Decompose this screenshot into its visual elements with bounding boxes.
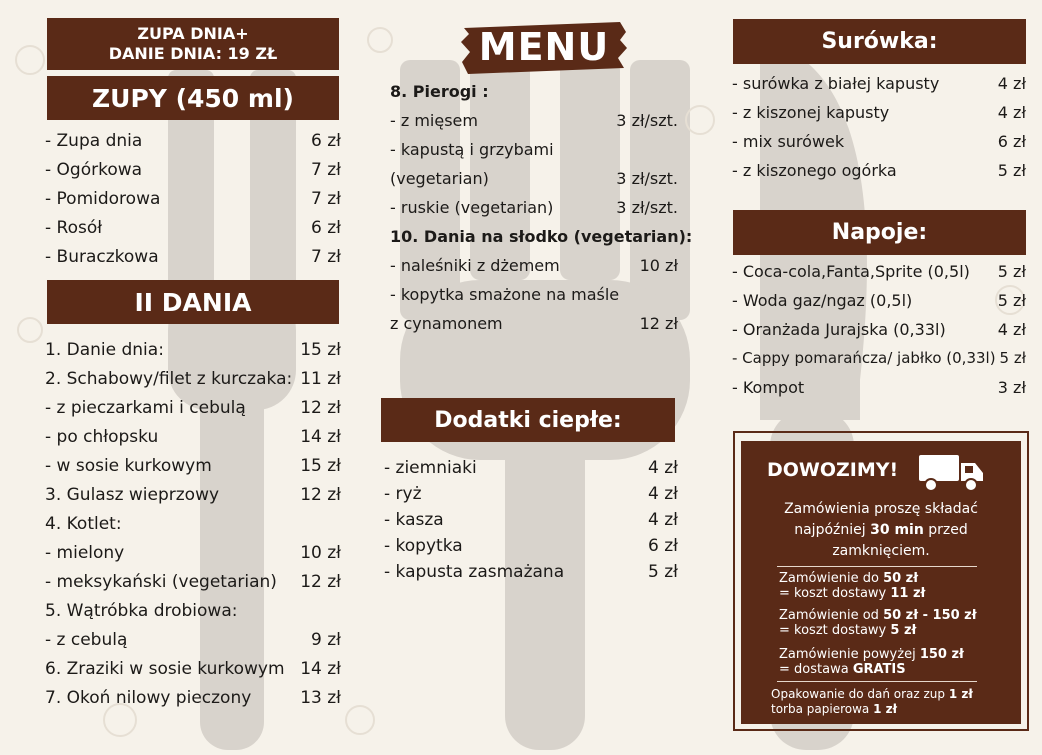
- packaging-text: torba papierowa: [771, 702, 874, 716]
- menu-title-text: MENU: [478, 25, 610, 69]
- item-name: 5. Wątróbka drobiowa:: [45, 601, 238, 621]
- item-price: 10 zł: [639, 256, 678, 275]
- item-name: - z pieczarkami i cebulą: [45, 398, 246, 418]
- tier-cost: 11 zł: [890, 586, 926, 601]
- item-price: 5 zł: [648, 562, 678, 582]
- item-price: 4 zł: [997, 74, 1026, 93]
- item-name: - z kiszonej kapusty: [732, 103, 890, 122]
- sides-list: [384, 458, 678, 588]
- list-item: [384, 562, 678, 588]
- drinks-banner: Napoje:: [733, 210, 1026, 255]
- list-item: [45, 398, 341, 427]
- soups-list: [45, 131, 341, 276]
- item-price: 5 zł: [997, 291, 1026, 310]
- packaging-price: 1 zł: [948, 687, 973, 701]
- item-name: - surówka z białej kapusty: [732, 74, 940, 93]
- list-item: [732, 103, 1026, 132]
- item-name: - Cappy pomarańcza/ jabłko (0,33l): [732, 349, 996, 367]
- tier-cost: GRATIS: [852, 662, 906, 677]
- tier-amount: 50 zł: [883, 571, 919, 586]
- list-item: [732, 262, 1026, 291]
- item-price: 4 zł: [648, 510, 678, 530]
- intro-text: przed: [923, 522, 968, 538]
- item-name: - Buraczkowa: [45, 247, 159, 267]
- item-price: 9 zł: [311, 630, 341, 650]
- soups-banner: ZUPY (450 ml): [47, 76, 339, 120]
- item-name: 8. Pierogi :: [390, 82, 489, 101]
- delivery-tier-1: [779, 571, 925, 601]
- truck-icon: [917, 449, 987, 495]
- list-item: [390, 111, 678, 140]
- item-name: - Woda gaz/ngaz (0,5l): [732, 291, 913, 310]
- item-name: - kapusta zasmażana: [384, 562, 565, 582]
- item-price: 3 zł/szt.: [616, 198, 678, 217]
- list-item: [45, 427, 341, 456]
- list-item: [384, 484, 678, 510]
- item-price: 15 zł: [300, 340, 341, 360]
- item-name: - ruskie (vegetarian): [390, 198, 554, 217]
- list-item: [45, 543, 341, 572]
- item-price: 6 zł: [311, 218, 341, 238]
- list-item: [390, 82, 678, 111]
- delivery-box: [741, 441, 1021, 724]
- list-item: [390, 169, 678, 198]
- item-price: 3 zł: [997, 378, 1026, 397]
- list-item: [45, 456, 341, 485]
- item-price: 7 zł: [311, 247, 341, 267]
- list-item: [45, 131, 341, 160]
- tier-text: = koszt dostawy: [779, 623, 891, 638]
- item-price: 6 zł: [997, 132, 1026, 151]
- item-price: 5 zł: [999, 349, 1026, 367]
- daily-special-banner: [47, 18, 339, 70]
- item-price: 4 zł: [648, 484, 678, 504]
- list-item: [390, 285, 678, 314]
- item-name: - Rosół: [45, 218, 103, 238]
- packaging-note: [771, 687, 973, 717]
- list-item: [45, 659, 341, 688]
- packaging-price: 1 zł: [873, 702, 898, 716]
- item-name: 1. Danie dnia:: [45, 340, 164, 360]
- item-price: 4 zł: [648, 458, 678, 478]
- list-item: [732, 74, 1026, 103]
- delivery-tier-2: [779, 608, 977, 638]
- item-name: - kopytka smażone na maśle: [390, 285, 620, 304]
- list-item: [45, 160, 341, 189]
- item-price: 6 zł: [311, 131, 341, 151]
- delivery-intro-line2: [751, 520, 1011, 541]
- tier-text: Zamówienie do: [779, 571, 884, 586]
- item-name: z cynamonem: [390, 314, 503, 333]
- list-item: [45, 218, 341, 247]
- item-price: 13 zł: [300, 688, 341, 708]
- item-price: 12 zł: [300, 572, 341, 592]
- list-item: [45, 630, 341, 659]
- list-item: [732, 378, 1026, 407]
- tier-text: = koszt dostawy: [779, 586, 891, 601]
- list-item: [384, 510, 678, 536]
- item-name: - z mięsem: [390, 111, 478, 130]
- list-item: [45, 572, 341, 601]
- intro-text: najpóźniej: [794, 522, 871, 538]
- item-price: 6 zł: [648, 536, 678, 556]
- packaging-text: Opakowanie do dań oraz zup: [771, 687, 949, 701]
- item-price: 14 zł: [300, 659, 341, 679]
- item-name: - mielony: [45, 543, 125, 563]
- divider: [777, 681, 977, 682]
- item-price: 12 zł: [300, 485, 341, 505]
- item-price: 7 zł: [311, 160, 341, 180]
- item-name: - Zupa dnia: [45, 131, 143, 151]
- item-name: - Oranżada Jurajska (0,33l): [732, 320, 946, 339]
- item-name: - kopytka: [384, 536, 463, 556]
- mains-banner: II DANIA: [47, 280, 339, 324]
- daily-special-line2: DANIE DNIA: 19 ZŁ: [108, 44, 278, 63]
- delivery-tier-3: [779, 647, 964, 677]
- salads-list: [732, 74, 1026, 190]
- delivery-intro: [751, 499, 1011, 562]
- item-name: - kasza: [384, 510, 444, 530]
- item-price: 3 zł/szt.: [616, 111, 678, 130]
- item-name: - kapustą i grzybami: [390, 140, 554, 159]
- list-item: [384, 536, 678, 562]
- item-price: 4 zł: [997, 320, 1026, 339]
- pierogi-desserts-list: [390, 82, 693, 343]
- item-price: 12 zł: [639, 314, 678, 333]
- tier-text: = dostawa: [779, 662, 853, 677]
- item-name: - Coca-cola,Fanta,Sprite (0,5l): [732, 262, 970, 281]
- list-item: [45, 601, 341, 630]
- list-item: [732, 161, 1026, 190]
- item-name: - meksykański (vegetarian): [45, 572, 277, 592]
- list-item: [390, 140, 678, 169]
- item-name: - ryż: [384, 484, 422, 504]
- item-name: - Kompot: [732, 378, 805, 397]
- list-item: [732, 320, 1026, 349]
- item-name: - ziemniaki: [384, 458, 477, 478]
- list-item: [390, 227, 693, 256]
- tier-text: Zamówienie powyżej: [779, 647, 920, 662]
- item-name: 7. Okoń nilowy pieczony: [45, 688, 252, 708]
- item-price: 4 zł: [997, 103, 1026, 122]
- list-item: [390, 314, 678, 343]
- list-item: [45, 369, 341, 398]
- item-price: 3 zł/szt.: [616, 169, 678, 188]
- tier-amount: 50 zł - 150 zł: [883, 608, 977, 623]
- list-item: [732, 349, 1026, 378]
- item-price: 11 zł: [300, 369, 341, 389]
- drinks-list: [732, 262, 1026, 407]
- delivery-intro-line3: zamknięciem.: [832, 543, 930, 559]
- item-name: - z kiszonego ogórka: [732, 161, 897, 180]
- item-name: - w sosie kurkowym: [45, 456, 212, 476]
- item-name: - naleśniki z dżemem: [390, 256, 560, 275]
- item-name: - Ogórkowa: [45, 160, 143, 180]
- item-name: 10. Dania na słodko (vegetarian):: [390, 227, 693, 246]
- intro-time: 30 min: [870, 522, 924, 538]
- item-price: 12 zł: [300, 398, 341, 418]
- item-name: - po chłopsku: [45, 427, 159, 447]
- item-price: 5 zł: [997, 262, 1026, 281]
- item-price: 15 zł: [300, 456, 341, 476]
- item-price: 14 zł: [300, 427, 341, 447]
- list-item: [45, 485, 341, 514]
- item-name: - Pomidorowa: [45, 189, 161, 209]
- item-name: - z cebulą: [45, 630, 128, 650]
- item-price: 10 zł: [300, 543, 341, 563]
- salads-banner: Surówka:: [733, 19, 1026, 64]
- menu-title: [460, 18, 628, 76]
- item-name: (vegetarian): [390, 169, 489, 188]
- delivery-title: DOWOZIMY!: [767, 459, 899, 481]
- list-item: [45, 688, 341, 717]
- list-item: [45, 247, 341, 276]
- item-price: 7 zł: [311, 189, 341, 209]
- item-name: 2. Schabowy/filet z kurczaka:: [45, 369, 293, 389]
- sides-banner: Dodatki ciepłe:: [381, 398, 675, 442]
- tier-amount: 150 zł: [919, 647, 964, 662]
- mains-list: [45, 340, 341, 717]
- tier-text: Zamówienie od: [779, 608, 884, 623]
- daily-special-line1: ZUPA DNIA+: [137, 24, 249, 43]
- tier-cost: 5 zł: [890, 623, 917, 638]
- list-item: [390, 256, 678, 285]
- list-item: [45, 514, 341, 543]
- list-item: [732, 291, 1026, 320]
- divider: [777, 566, 977, 567]
- delivery-intro-line1: Zamówienia proszę składać: [784, 501, 978, 517]
- list-item: [45, 189, 341, 218]
- list-item: [384, 458, 678, 484]
- item-name: 6. Zraziki w sosie kurkowym: [45, 659, 285, 679]
- item-name: 4. Kotlet:: [45, 514, 122, 534]
- item-name: - mix surówek: [732, 132, 845, 151]
- list-item: [45, 340, 341, 369]
- list-item: [732, 132, 1026, 161]
- list-item: [390, 198, 678, 227]
- item-price: 5 zł: [997, 161, 1026, 180]
- item-name: 3. Gulasz wieprzowy: [45, 485, 220, 505]
